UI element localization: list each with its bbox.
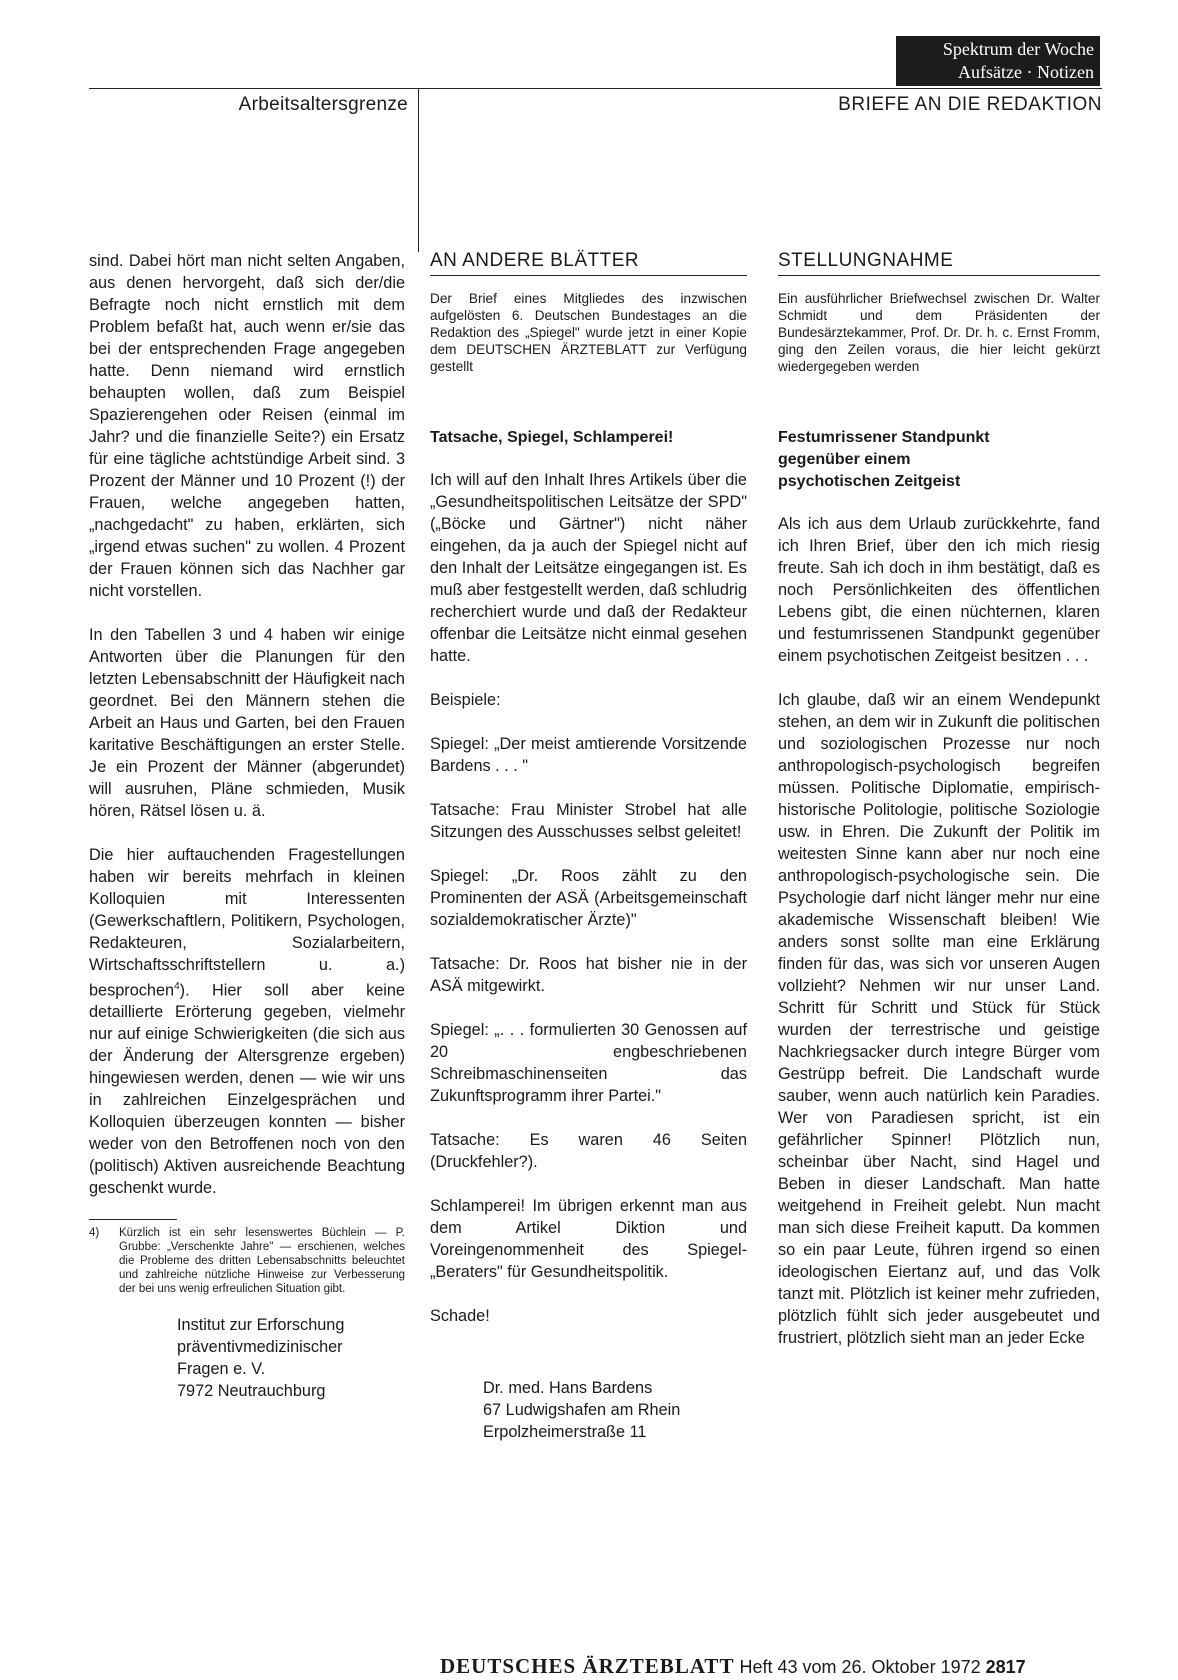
signature-line: Fragen e. V. [177, 1360, 266, 1379]
col2-signature [430, 1377, 747, 1443]
col1-paragraph-3-text-a: Die hier auftauchenden Fragestellungen haben wir bereits mehrfach in kleinen Kolloquien mit Interessenten (Gewerkschaftlern, Politikern, Psychologen, Redakteuren, Sozialarbeitern, Wirtschaftsschriftstellern u. a.) besprochen [89, 846, 405, 1000]
column-3 [778, 250, 1100, 1349]
page-number: 2817 [985, 1657, 1026, 1677]
footnote [89, 1226, 405, 1296]
header-column-divider [418, 88, 419, 252]
signature-line: Institut zur Erforschung [177, 1316, 345, 1335]
footnote-mark: 4) [89, 1227, 100, 1240]
col3-lead: Ein ausführlicher Briefwechsel zwischen Dr. Walter Schmidt und dem Präsidenten der Bundesärztekammer, Prof. Dr. Dr. h. c. Ernst Fromm, ging den Zeilen voraus, die hier leicht gekürzt wiedergegeben werden [778, 291, 1100, 374]
col3-article-title-line: gegenüber einem [778, 451, 911, 468]
col2-lead: Der Brief eines Mitgliedes des inzwischen aufgelösten 6. Deutschen Bundestages an die Redaktion des „Spiegel" wurde jetzt in einer Kopie dem DEUTSCHEN ÄRZTEBLATT zur Verfügung gestellt [430, 291, 747, 374]
footnote-text: Kürzlich ist ein sehr lesenswertes Büchlein — P. Grubbe: „Verschenkte Jahre" — erschienen, welches die Probleme des dritten Lebensabschnitts beleuchtet und zahlreiche nützliche Hinweise zur Verbesserung der bei uns wenig erfreulichen Situation gibt. [119, 1227, 405, 1296]
section-title-stellungnahme: STELLUNGNAHME [778, 250, 1100, 276]
col2-paragraph-5: Spiegel: „Dr. Roos zählt zu den Prominenten der ASÄ (Arbeitsgemeinschaft sozialdemokratischer Ärzte)" [430, 867, 747, 929]
column-2 [430, 250, 747, 1443]
col2-paragraph-9: Schlamperei! Im übrigen erkennt man aus dem Artikel Diktion und Voreingenommenheit des Spiegel-„Beraters" für Gesundheitspolitik. [430, 1197, 747, 1281]
footnote-reference: 4 [174, 981, 180, 992]
signature-line: Erpolzheimerstraße 11 [483, 1423, 647, 1441]
signature-line: Dr. med. Hans Bardens [483, 1379, 653, 1397]
running-head-left: Arbeitsaltersgrenze [238, 94, 408, 115]
col1-paragraph-2: In den Tabellen 3 und 4 haben wir einige Antworten über die Planungen für den letzten Lebensabschnitt der Häufigkeit nach geordnet. Bei den Männern stehen die Arbeit an Haus und Garten, bei den Frauen karitative Beschäftigungen an erster Stelle. Je ein Prozent der Männer (abgerundet) will ausruhen, Pläne schmieden, Musik hören, Rätsel lösen u. ä. [89, 626, 405, 820]
section-title-an-andere-blaetter: AN ANDERE BLÄTTER [430, 250, 747, 276]
footnote-rule [89, 1219, 177, 1220]
column-1 [89, 250, 405, 1402]
header-rule [89, 88, 1102, 89]
running-head-right: BRIEFE AN DIE REDAKTION [838, 94, 1102, 115]
signature-line: 7972 Neutrauchburg [177, 1382, 326, 1401]
col3-article-title-line: psychotischen Zeitgeist [778, 473, 961, 490]
col2-paragraph-2: Beispiele: [430, 691, 501, 709]
badge-line-2: Aufsätze · Notizen [958, 62, 1094, 82]
col2-paragraph-3: Spiegel: „Der meist amtierende Vorsitzende Bardens . . . " [430, 735, 747, 775]
col3-paragraph-2: Ich glaube, daß wir an einem Wendepunkt stehen, an dem wir in Zukunft die politischen und soziologischen Prozesse nur noch anthropologisch-psychologisch begreifen müssen. Politische Diplomatie, empirisch-historische Politologie, politische Soziologie usw. in Ehren. Die Zukunft der Politik im weitesten Sinne kann aber nur noch eine anthropologisch-psychologische sein. Die Psychologie darf nicht länger mehr nur eine akademische Wissenschaft bleiben! Wie anders sonst sollte man eine Erklärung finden für das, was sich vor unseren Augen vollzieht? Nehmen wir nur unser Land. Schritt für Schritt und Stück für Stück wurden der terrestrische und geistige Nachkriegsacker durch integre Bürger vom Gestrüpp befreit. Die Landschaft wurde sauber, wenn auch natürlich kein Paradies. Wer von Paradiesen spricht, ist ein gefährlicher Spinner! Plötzlich nun, scheinbar über Nacht, sind Hagel und Beben in dieser Landschaft. Man hatte weitgehend in Freiheit gelebt. Nun macht man sich diese Freiheit kaputt. Da kommen so ein paar Leute, führen irgend so einen ideologischen Eiertanz auf, und das Volk tanzt mit. Plötzlich ist keiner mehr zufrieden, plötzlich fühlt sich jeder ausgebeutet und frustriert, plötzlich sieht man an jeder Ecke [778, 691, 1100, 1347]
col3-article-title [778, 427, 1100, 493]
col1-paragraph-3 [89, 844, 405, 1199]
col2-paragraph-1: Ich will auf den Inhalt Ihres Artikels über die „Gesundheitspolitischen Leitsätze der SPD" („Böcke und Gärtner") nicht näher eingehen, da ja auch der Spiegel nicht auf den Inhalt der Leitsätze eingegangen ist. Es muß aber festgestellt werden, daß schludrig recherchiert wurde und daß der Redakteur offenbar die Leitsätze nicht einmal gesehen hatte. [430, 471, 747, 665]
col2-paragraph-8: Tatsache: Es waren 46 Seiten (Druckfehler?). [430, 1131, 747, 1171]
page-footer [440, 1654, 1100, 1679]
col2-paragraph-4: Tatsache: Frau Minister Strobel hat alle Sitzungen des Ausschusses selbst geleitet! [430, 801, 747, 841]
signature-line: präventivmedizinischer [177, 1338, 343, 1357]
issue-info: Heft 43 vom 26. Oktober 1972 [739, 1657, 981, 1677]
col2-paragraph-6: Tatsache: Dr. Roos hat bisher nie in der ASÄ mitgewirkt. [430, 955, 747, 995]
journal-name: DEUTSCHES ÄRZTEBLATT [440, 1654, 735, 1678]
col1-signature [89, 1314, 405, 1402]
col2-paragraph-7: Spiegel: „. . . formulierten 30 Genossen auf 20 engbeschriebenen Schreibmaschinenseiten das Zukunftsprogramm ihrer Partei." [430, 1021, 747, 1105]
col3-paragraph-1: Als ich aus dem Urlaub zurückkehrte, fand ich Ihren Brief, über den ich mich riesig freute. Sah ich doch in ihm bestätigt, daß es noch Persönlichkeiten des öffentlichen Lebens gibt, die einen nüchternen, klaren und festumrissenen Standpunkt gegenüber einem psychotischen Zeitgeist besitzen . . . [778, 515, 1100, 665]
col1-paragraph-1: sind. Dabei hört man nicht selten Angaben, aus denen hervorgeht, daß sich der/die Befragte noch nicht ernstlich mit dem Problem befaßt hat, auch wenn er/sie das bei der entsprechenden Frage angegeben hatte. Denn niemand wird ernstlich behaupten wollen, daß zum Beispiel Spazierengehen oder Reisen (einmal im Jahr? und die finanzielle Seite?) ein Ersatz für eine tägliche achtstündige Arbeit sind. 3 Prozent der Männer und 10 Prozent (!) der Frauen, welche angegeben hatten, „nachgedacht" zu haben, erklärten, sich „irgend etwas suchen" zu wollen. 4 Prozent der Frauen können sich das Nachher gar nicht vorstellen. [89, 252, 405, 600]
section-badge [896, 36, 1100, 86]
col1-paragraph-3-text-b: ). Hier soll aber keine detaillierte Erörterung gegeben, vielmehr nur auf einige Schwierigkeiten (die sich aus der Änderung der Altersgrenze ergeben) hingewiesen werden, denen — wie wir uns in zahlreichen Einzelgesprächen und Kolloquien überzeugen konnten — bisher weder von den Betroffenen noch von den (politisch) Aktiven ausreichende Beachtung geschenkt wurde. [89, 981, 405, 1198]
signature-line: 67 Ludwigshafen am Rhein [483, 1401, 681, 1419]
col2-paragraph-10: Schade! [430, 1307, 490, 1325]
col2-article-title: Tatsache, Spiegel, Schlamperei! [430, 429, 674, 446]
badge-line-1: Spektrum der Woche [942, 39, 1094, 59]
col3-article-title-line: Festumrissener Standpunkt [778, 429, 990, 446]
